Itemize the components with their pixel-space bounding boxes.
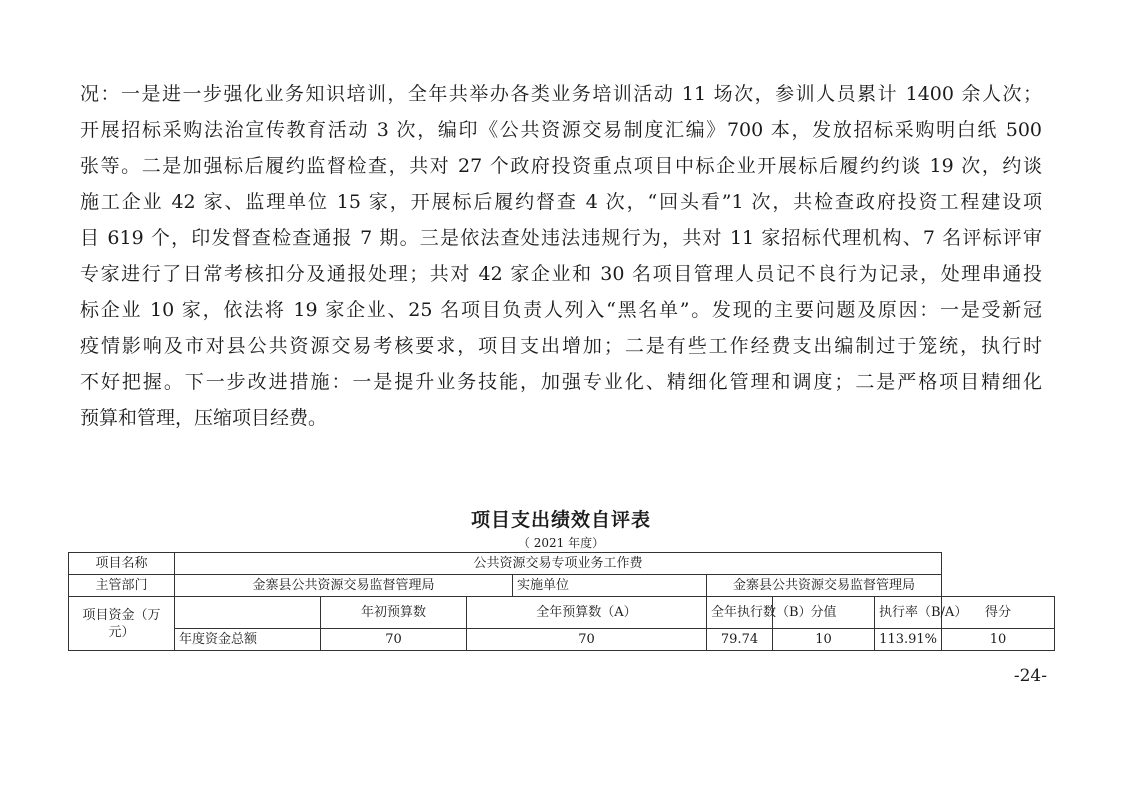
header-blank-cell bbox=[175, 597, 321, 629]
header-score-value: 分值 bbox=[773, 597, 875, 629]
project-name-value: 公共资源交易专项业务工作费 bbox=[175, 553, 942, 575]
header-annual-execution: 全年执行数（B） bbox=[707, 597, 773, 629]
score-result: 10 bbox=[942, 629, 1055, 651]
body-line-9: 不好把握。下一步改进措施：一是提升业务技能，加强专业化、精细化管理和调度；二是严格项目精细化 bbox=[80, 371, 1042, 393]
impl-unit-label: 实施单位 bbox=[513, 575, 707, 597]
body-line-5: 目 619 个，印发督查检查通报 7 期。三是依法查处违法违规行为，共对 11 家招标代理机构、7 名评标评审 bbox=[80, 227, 1042, 249]
header-score: 得分 bbox=[942, 597, 1055, 629]
execution-rate-value: 113.91% bbox=[875, 629, 942, 651]
header-initial-budget: 年初预算数 bbox=[321, 597, 467, 629]
table-row-project-name bbox=[69, 553, 1055, 575]
body-paragraph bbox=[80, 76, 1042, 436]
header-annual-budget: 全年预算数（A） bbox=[467, 597, 707, 629]
body-line-3: 张等。二是加强标后履约监督检查，共对 27 个政府投资重点项目中标企业开展标后履约约谈 19 次，约谈 bbox=[80, 155, 1042, 177]
initial-budget-value: 70 bbox=[321, 629, 467, 651]
body-line-6: 专家进行了日常考核扣分及通报处理；共对 42 家企业和 30 名项目管理人员记不良行为记录，处理串通投 bbox=[80, 263, 1042, 285]
table-row-funds-header bbox=[69, 597, 1055, 629]
table-row-department bbox=[69, 575, 1055, 597]
table-year: （ 2021 年度） bbox=[517, 536, 605, 550]
annual-execution-value: 79.74 bbox=[707, 629, 773, 651]
body-line-8: 疫情影响及市对县公共资源交易考核要求，项目支出增加；二是有些工作经费支出编制过于笼统，执行时 bbox=[80, 335, 1042, 357]
page-number: -24- bbox=[1013, 666, 1047, 686]
table-row-total-funds bbox=[69, 629, 1055, 651]
total-funds-label: 年度资金总额 bbox=[175, 629, 321, 651]
body-line-10: 预算和管理，压缩项目经费。 bbox=[80, 407, 328, 429]
annual-budget-value: 70 bbox=[467, 629, 707, 651]
body-line-4: 施工企业 42 家、监理单位 15 家，开展标后履约督查 4 次，“回头看”1 次，共检查政府投资工程建设项 bbox=[80, 191, 1042, 213]
funds-label: 项目资金（万元） bbox=[69, 597, 175, 651]
department-value: 金寨县公共资源交易监督管理局 bbox=[175, 575, 513, 597]
table-title: 项目支出绩效自评表 bbox=[470, 509, 651, 531]
header-execution-rate: 执行率（B/A） bbox=[875, 597, 942, 629]
project-name-label: 项目名称 bbox=[69, 553, 175, 575]
impl-unit-value: 金寨县公共资源交易监督管理局 bbox=[707, 575, 942, 597]
body-line-1: 况：一是进一步强化业务知识培训，全年共举办各类业务培训活动 11 场次，参训人员累计 1400 余人次； bbox=[80, 83, 1042, 105]
body-line-7: 标企业 10 家，依法将 19 家企业、25 名项目负责人列入“黑名单”。发现的主要问题及原因：一是受新冠 bbox=[80, 299, 1042, 321]
body-line-2: 开展招标采购法治宣传教育活动 3 次，编印《公共资源交易制度汇编》700 本，发放招标采购明白纸 500 bbox=[80, 119, 1042, 141]
department-label: 主管部门 bbox=[69, 575, 175, 597]
score-value: 10 bbox=[773, 629, 875, 651]
performance-table bbox=[68, 552, 1055, 651]
